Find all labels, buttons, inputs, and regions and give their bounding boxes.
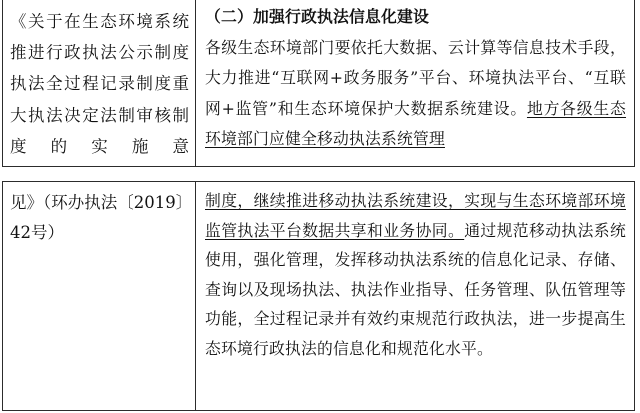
content-cell-bottom [196, 182, 634, 410]
content-text: 各级生态环境部门要依托大数据、云计算等信息技术手段，大力推进“互联网+政务服务”平台、环境执法平台、“互联网+监管”和生态环境保护大数据系统建设。 [205, 37, 626, 118]
content-cell-top [196, 0, 634, 166]
document-title-text: 《关于在生态环境系统推进行政执法公示制度执法全过程记录制度重大执法决定法制审核制度的实施意 [10, 12, 189, 156]
underlined-text: 制度，继续推进移动执法系统建设，实现与生态环境部环境监管执法平台数据共享和业务协同。 [205, 191, 626, 240]
table-row-bottom [2, 181, 635, 411]
document-number-text: 见》（环办执法〔2019〕42号） [10, 193, 184, 242]
table-row-top [2, 0, 635, 167]
content-text: 通过规范移动执法系统使用，强化管理，发挥移动执法系统的信息化记录、存储、查询以及现场执法、执法作业指导、任务管理、队伍管理等功能，全过程记录并有效约束规范行政执法，进一步提高生态环境行政执法的信息化和规范化水平。 [205, 220, 626, 358]
section-heading: （二）加强行政执法信息化建设 [205, 7, 429, 26]
document-title-cell-continued [3, 182, 196, 410]
document-title-cell [3, 0, 196, 166]
underlined-text: 地方各级生态环境部门应健全移动执法系统管理 [205, 98, 627, 148]
